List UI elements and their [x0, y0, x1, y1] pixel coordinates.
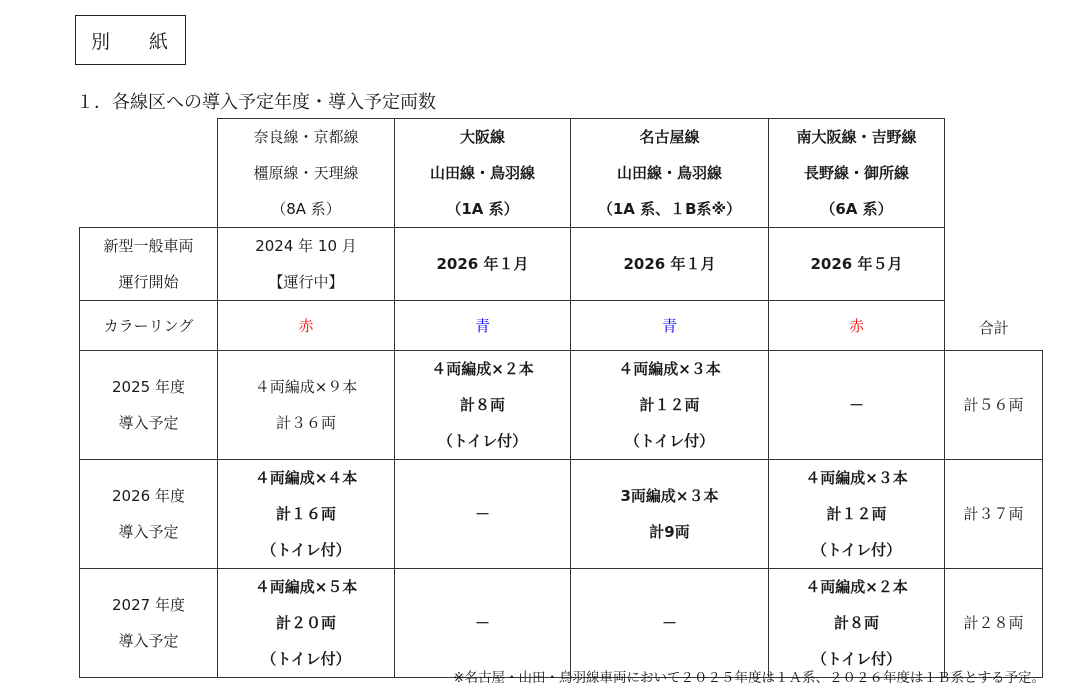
color-value: 赤: [298, 316, 314, 335]
plan-line: （トイレ付）: [261, 650, 351, 668]
plan-line: ４両編成×５本: [254, 578, 358, 596]
plan-cell: [571, 351, 769, 460]
empty-cell: [945, 228, 1043, 301]
plan-line: 3両編成×３本: [620, 487, 719, 505]
color-cell-blue: [395, 301, 571, 351]
introduction-plan-table: [79, 118, 1043, 678]
plan-cell: [218, 351, 395, 460]
year-row-2027: [80, 569, 1043, 678]
attachment-label-box: [75, 15, 186, 65]
plan-line: ４両編成×２本: [431, 360, 534, 378]
column-header-line: 橿原線・天理線: [253, 164, 359, 182]
plan-cell: [571, 569, 769, 678]
plan-line: 計２０両: [275, 614, 336, 632]
start-row: [80, 228, 1043, 301]
corner-cell: [80, 119, 218, 228]
plan-line: －: [474, 505, 490, 523]
attachment-label: 別 紙: [90, 30, 178, 53]
start-date: 2026 年５月: [810, 255, 903, 273]
total-cell: [945, 569, 1043, 678]
total-cell: [945, 460, 1043, 569]
start-status: 【運行中】: [268, 273, 344, 291]
plan-cell: [395, 351, 571, 460]
row-label-line: 2026 年度: [112, 487, 185, 505]
plan-line: 計８両: [833, 614, 879, 632]
start-date: 2024 年 10 月: [255, 237, 357, 255]
year-row-2026: [80, 460, 1043, 569]
plan-line: 計１６両: [275, 505, 336, 523]
header-row: [80, 119, 1043, 228]
column-header-8a: [218, 119, 395, 228]
plan-line: ４両編成×９本: [254, 378, 358, 396]
plan-cell: [769, 351, 945, 460]
plan-line: ４両編成×２本: [805, 578, 908, 596]
plan-line: 計１２両: [639, 396, 700, 414]
color-value: 青: [661, 316, 677, 335]
color-cell-red: [769, 301, 945, 351]
row-label-year: [80, 569, 218, 678]
column-header-line: （8A 系）: [271, 200, 341, 218]
total-column-header: [945, 301, 1043, 351]
start-cell: [769, 228, 945, 301]
start-date: 2026 年１月: [436, 255, 529, 273]
section-heading: １．各線区への導入予定年度・導入予定両数: [76, 92, 436, 113]
column-header-1a: [395, 119, 571, 228]
row-label-line: 2025 年度: [112, 378, 185, 396]
column-header-line: 長野線・御所線: [803, 164, 909, 182]
row-label-line: カラーリング: [103, 316, 194, 335]
row-label-line: 導入予定: [118, 523, 179, 541]
plan-line: 計9両: [649, 523, 690, 541]
plan-line: 計１２両: [826, 505, 887, 523]
plan-line: （トイレ付）: [811, 541, 902, 559]
plan-line: －: [848, 396, 864, 414]
column-header-line: （1A 系）: [446, 200, 519, 218]
row-label-start: [80, 228, 218, 301]
footnote: ※名古屋・山田・鳥羽線車両において２０２５年度は１Ａ系、２０２６年度は１Ｂ系とする予定。: [453, 670, 1045, 686]
row-label-color: [80, 301, 218, 351]
plan-line: （トイレ付）: [261, 541, 351, 559]
plan-cell: [218, 569, 395, 678]
year-row-2025: [80, 351, 1043, 460]
plan-line: ４両編成×３本: [805, 469, 908, 487]
color-value: 青: [474, 316, 490, 335]
plan-line: 計８両: [459, 396, 505, 414]
plan-cell: [769, 460, 945, 569]
start-date: 2026 年１月: [623, 255, 716, 273]
column-header-line: （1A 系、１B系※）: [597, 200, 742, 218]
plan-cell: [769, 569, 945, 678]
total-cell: [945, 351, 1043, 460]
row-label-line: 導入予定: [118, 414, 179, 432]
plan-line: （トイレ付）: [437, 432, 528, 450]
row-label-line: 運行開始: [118, 273, 179, 291]
row-label-line: 2027 年度: [112, 596, 185, 614]
start-cell: [571, 228, 769, 301]
plan-line: －: [661, 614, 677, 632]
column-header-6a: [769, 119, 945, 228]
total-header-label: 合計: [978, 319, 1009, 337]
total-value: 計２８両: [963, 614, 1024, 632]
plan-cell: [571, 460, 769, 569]
column-header-line: 南大阪線・吉野線: [796, 128, 917, 146]
column-header-line: 山田線・鳥羽線: [616, 164, 722, 182]
column-header-line: 名古屋線: [639, 128, 700, 146]
row-label-line: 新型一般車両: [103, 237, 194, 255]
plan-line: （トイレ付）: [624, 432, 715, 450]
start-cell: [395, 228, 571, 301]
row-label-line: 導入予定: [118, 632, 179, 650]
column-header-line: （6A 系）: [820, 200, 893, 218]
row-label-year: [80, 351, 218, 460]
start-cell: [218, 228, 395, 301]
empty-cell: [945, 119, 1043, 228]
total-value: 計３７両: [963, 505, 1024, 523]
plan-line: ４両編成×３本: [618, 360, 721, 378]
color-cell-blue: [571, 301, 769, 351]
plan-cell: [218, 460, 395, 569]
total-value: 計５６両: [963, 396, 1024, 414]
plan-line: （トイレ付）: [811, 650, 902, 668]
column-header-line: 山田線・鳥羽線: [429, 164, 535, 182]
color-value: 赤: [848, 316, 864, 335]
color-row: [80, 301, 1043, 351]
column-header-line: 大阪線: [459, 128, 505, 146]
plan-cell: [395, 460, 571, 569]
plan-cell: [395, 569, 571, 678]
column-header-1a-1b: [571, 119, 769, 228]
color-cell-red: [218, 301, 395, 351]
plan-line: 計３６両: [275, 414, 336, 432]
plan-line: ４両編成×４本: [254, 469, 358, 487]
column-header-line: 奈良線・京都線: [253, 128, 359, 146]
plan-line: －: [474, 614, 490, 632]
row-label-year: [80, 460, 218, 569]
